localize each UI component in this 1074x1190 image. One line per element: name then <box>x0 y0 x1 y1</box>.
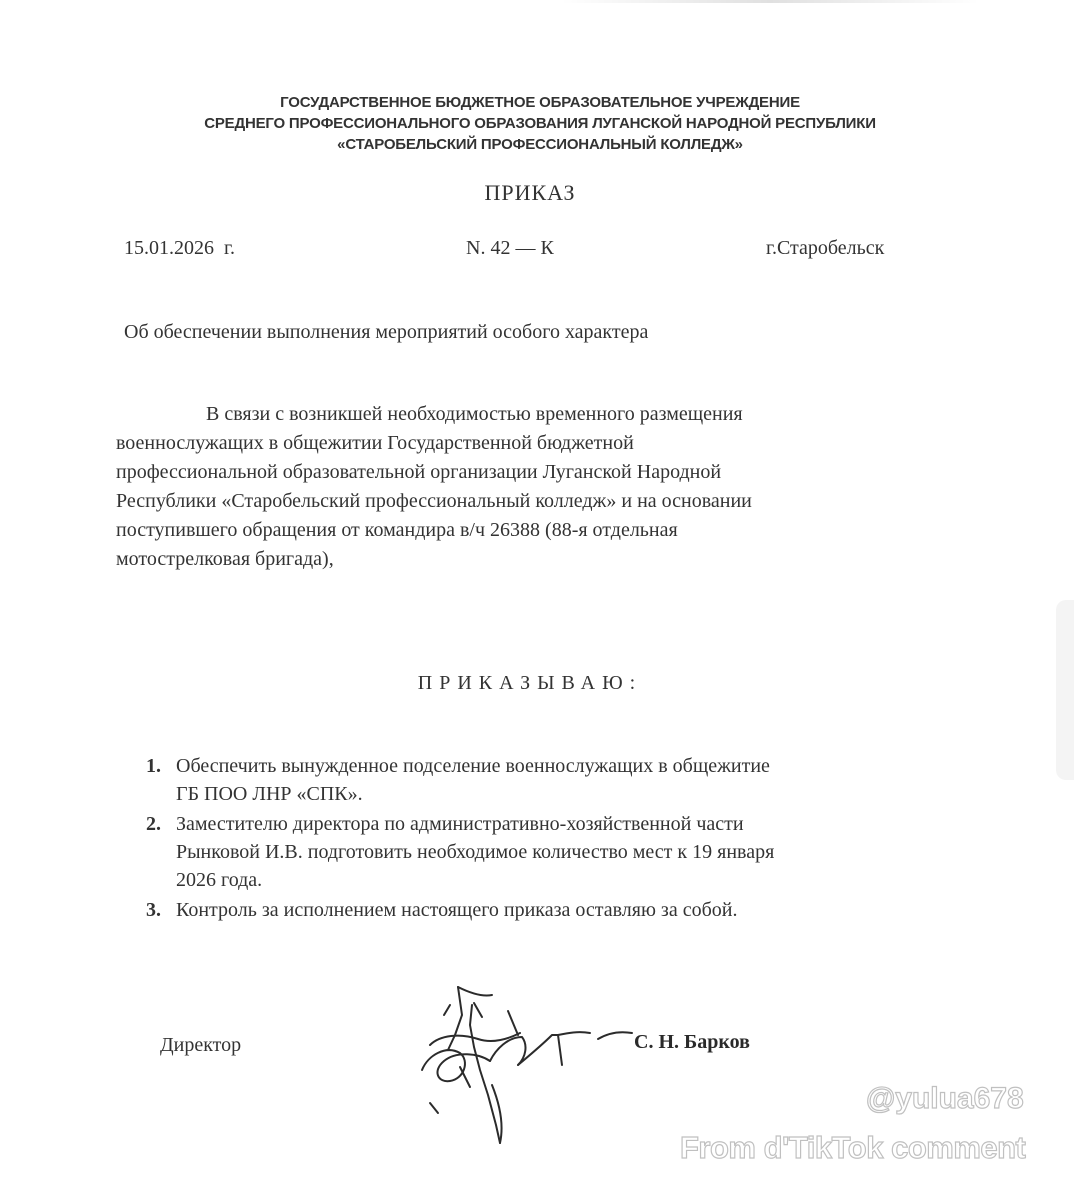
preamble-paragraph <box>116 400 906 574</box>
preamble-line: поступившего обращения от командира в/ч 26388 (88-я отдельная <box>116 519 678 541</box>
order-number: N. 42 — К <box>466 237 554 259</box>
item-text-line: 2026 года. <box>176 869 263 891</box>
item-text-line: Рынковой И.В. подготовить необходимое количество мест к 19 января <box>176 841 775 863</box>
order-subject: Об обеспечении выполнения мероприятий особого характера <box>124 321 649 343</box>
signer-name: С. Н. Барков <box>634 1031 750 1053</box>
list-item <box>142 896 942 924</box>
document-type-title: ПРИКАЗ <box>484 180 576 205</box>
handwritten-signature <box>400 975 640 1155</box>
preamble-line: Республики «Старобельский профессиональный колледж» и на основании <box>116 490 752 512</box>
list-item <box>142 752 942 808</box>
order-directive-word: ПРИКАЗЫВАЮ: <box>417 672 643 694</box>
scan-edge-shadow <box>560 0 980 3</box>
list-item <box>142 810 942 894</box>
watermark-username: @yulua678 <box>866 1082 1024 1115</box>
institution-header <box>80 92 1000 155</box>
header-line-1: ГОСУДАРСТВЕННОЕ БЮДЖЕТНОЕ ОБРАЗОВАТЕЛЬНОЕ УЧРЕЖДЕНИЕ <box>280 94 800 111</box>
order-date: 15.01.2026 г. <box>124 237 235 259</box>
preamble-line: профессиональной образовательной организации Луганской Народной <box>116 461 722 483</box>
header-line-3: «СТАРОБЕЛЬСКИЙ ПРОФЕССИОНАЛЬНЫЙ КОЛЛЕДЖ» <box>337 136 743 153</box>
item-text-line: Заместителю директора по административно-хозяйственной части <box>176 813 744 835</box>
preamble-line: мотострелковая бригада), <box>116 548 334 570</box>
item-number: 3. <box>146 899 161 921</box>
header-line-2: СРЕДНЕГО ПРОФЕССИОНАЛЬНОГО ОБРАЗОВАНИЯ ЛУГАНСКОЙ НАРОДНОЙ РЕСПУБЛИКИ <box>204 115 876 132</box>
signer-title: Директор <box>160 1034 242 1056</box>
item-number: 1. <box>146 755 161 777</box>
item-number: 2. <box>146 813 161 835</box>
order-city: г.Старобельск <box>766 237 885 259</box>
item-text-line: Обеспечить вынужденное подселение военнослужащих в общежитие <box>176 755 770 777</box>
watermark-source: From d'TikTok comment <box>680 1130 1026 1165</box>
item-text-line: Контроль за исполнением настоящего приказа оставляю за собой. <box>176 899 738 921</box>
item-text-line: ГБ ПОО ЛНР «СПК». <box>176 783 363 805</box>
order-items-list <box>142 752 942 926</box>
preamble-line: В связи с возникшей необходимостью временного размещения <box>206 403 743 425</box>
preamble-line: военнослужащих в общежитии Государственной бюджетной <box>116 432 634 454</box>
